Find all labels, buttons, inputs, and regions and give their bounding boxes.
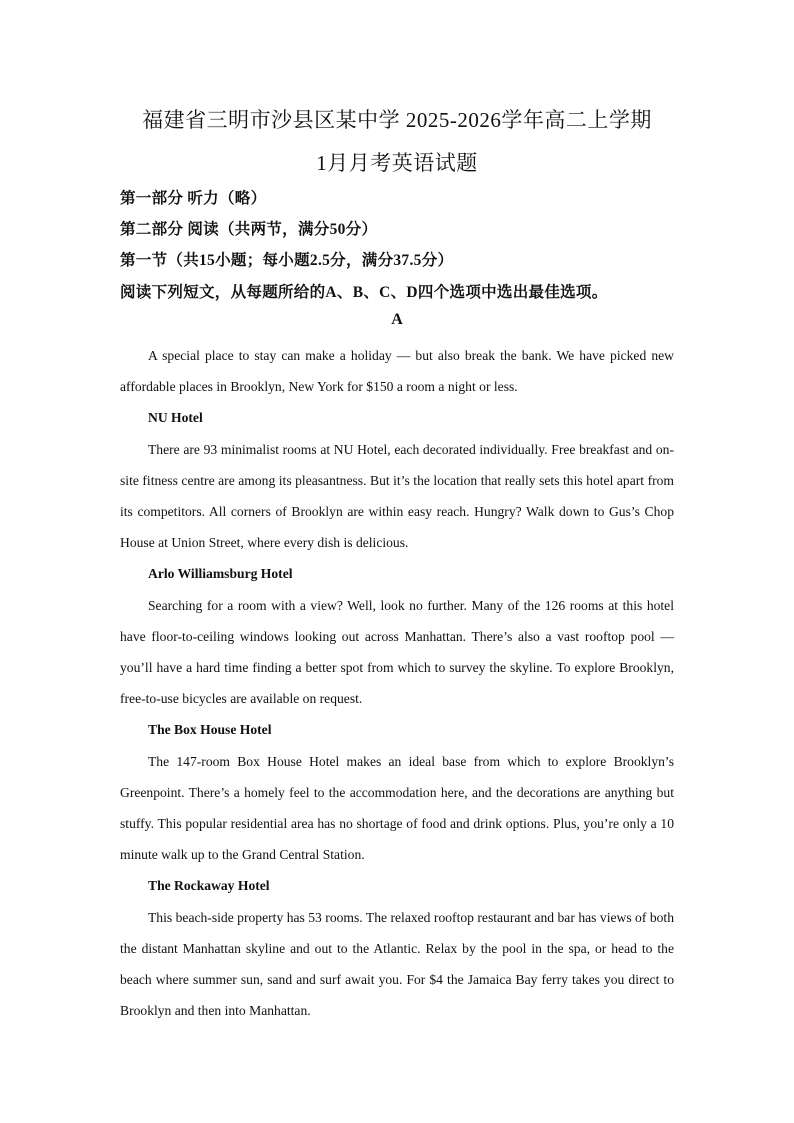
section-instructions: 阅读下列短文，从每题所给的A、B、C、D四个选项中选出最佳选项。 (120, 284, 608, 301)
hotel-heading-arlo: Arlo Williamsburg Hotel (148, 566, 293, 582)
section-subsection1: 第一节（共15小题；每小题2.5分，满分37.5分） (120, 252, 454, 269)
hotel-heading-rockaway: The Rockaway Hotel (148, 878, 270, 894)
hotel-description-rockaway: This beach-side property has 53 rooms. The relaxed rooftop restaurant and bar has views of both the distant Manhattan skyline and out to the Atlantic. Relax by the pool in the spa, or head to the beach where summer sun, sand and surf await you. For $4 the Jamaica Bay ferry takes you direct to Brooklyn and then into Manhattan. (120, 909, 674, 1019)
section-part1-listening: 第一部分 听力（略） (120, 190, 267, 207)
passage-intro: A special place to stay can make a holiday — but also break the bank. We have picked new affordable places in Brooklyn, New York for $150 a room a night or less. (120, 348, 674, 395)
hotel-description-box-house: The 147-room Box House Hotel makes an ideal base from which to explore Brooklyn’s Greenpoint. There’s a homely feel to the accommodation here, and the decorations are anything but stuffy. This popular residential area has no shortage of food and drink options. Plus, you’re only a 10 minute walk up to the Grand Central Station. (120, 753, 674, 863)
document-title-line2: 1月月考英语试题 (316, 151, 478, 175)
section-part2-reading: 第二部分 阅读（共两节，满分50分） (120, 221, 378, 238)
hotel-description-arlo: Searching for a room with a view? Well, look no further. Many of the 126 rooms at this hotel have floor-to-ceiling windows looking out across Manhattan. There’s also a vast rooftop pool — you’ll have a hard time finding a better spot from which to survey the skyline. To explore Brooklyn, free-to-use bicycles are available on request. (120, 597, 674, 707)
passage-body (120, 340, 674, 1026)
document-title-line1: 福建省三明市沙县区某中学 2025-2026学年高二上学期 (142, 108, 652, 132)
hotel-heading-nu: NU Hotel (148, 410, 203, 426)
hotel-description-nu: There are 93 minimalist rooms at NU Hotel, each decorated individually. Free breakfast and on-site fitness centre are among its pleasantness. But it’s the location that really sets this hotel apart from its competitors. All corners of Brooklyn are within easy reach. Hungry? Walk down to Gus’s Chop House at Union Street, where every dish is delicious. (120, 441, 674, 551)
hotel-heading-box-house: The Box House Hotel (148, 722, 272, 738)
passage-label: A (391, 311, 403, 328)
